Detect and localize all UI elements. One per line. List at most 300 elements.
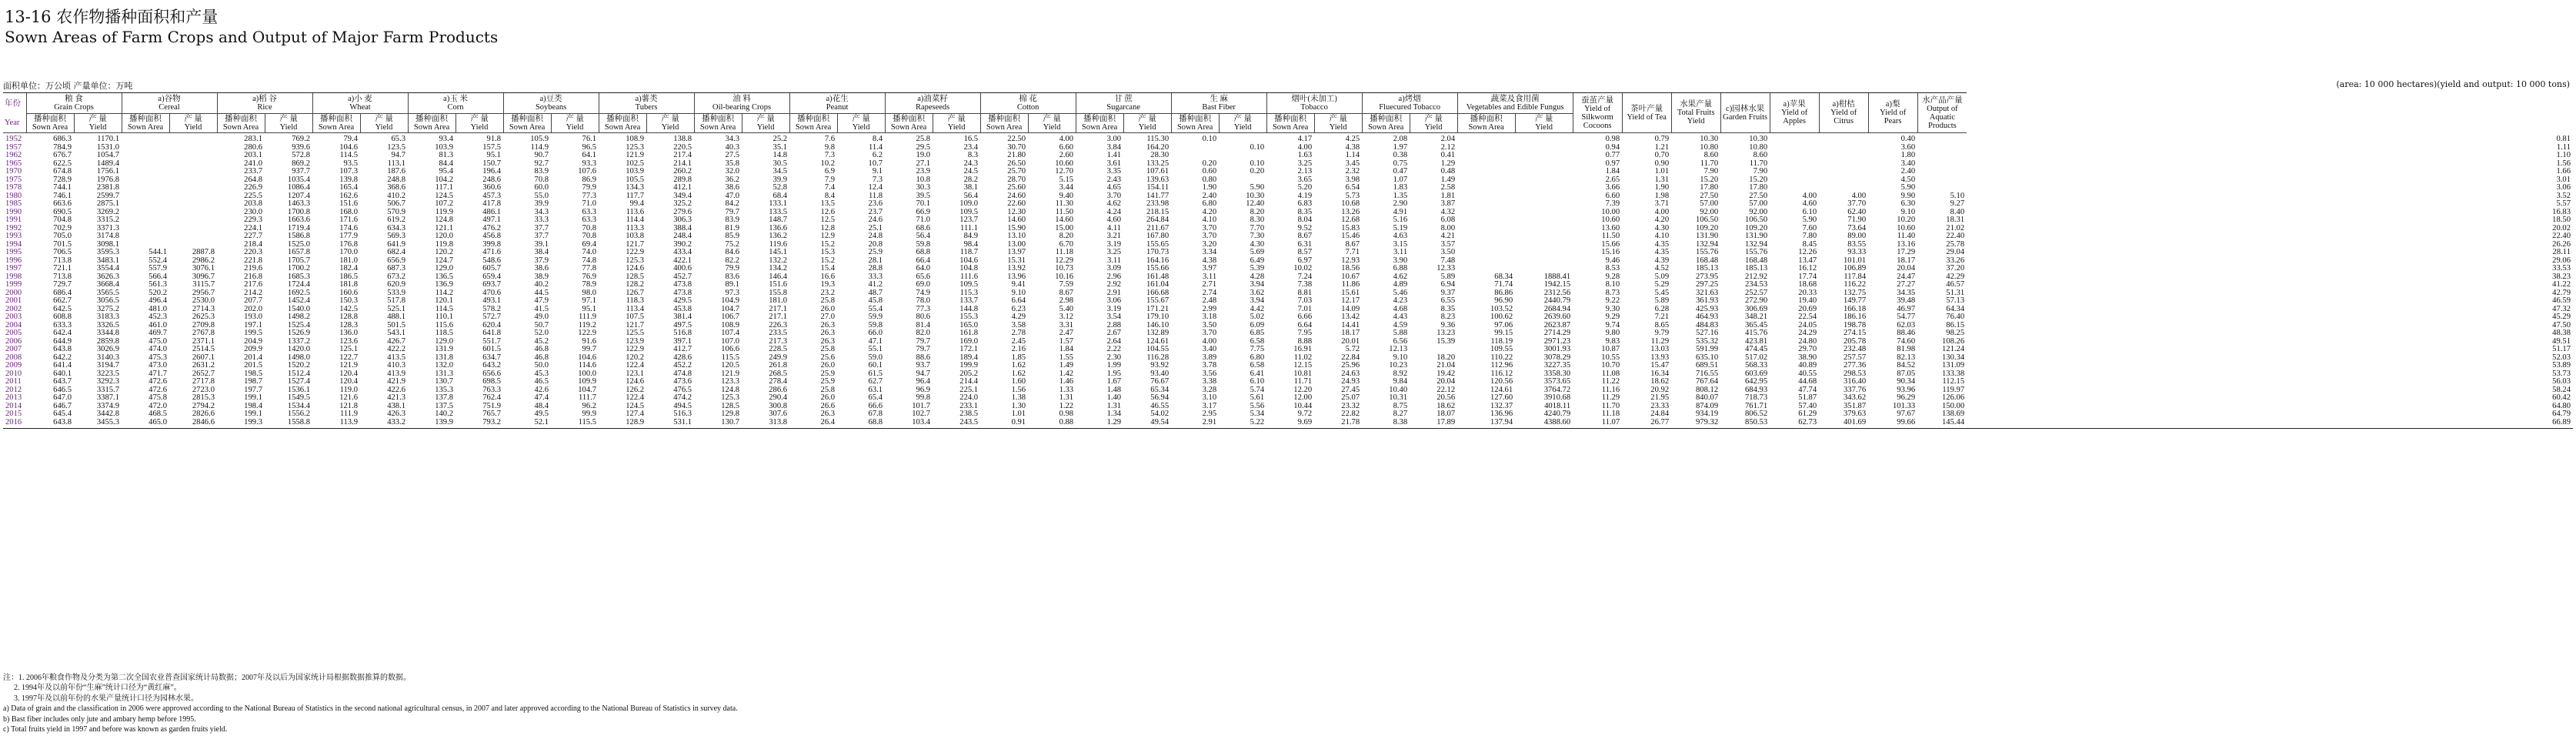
header-en: Sown Area [127, 123, 164, 132]
value-cell: 136.0 [339, 329, 359, 337]
value-cell [1457, 216, 1515, 225]
value-cell: 111.9 [579, 313, 597, 321]
value-cell: 4.91 [1393, 208, 1408, 216]
value-cell: 170.73 [1146, 249, 1170, 256]
value-cell: 123.3 [721, 378, 740, 386]
value-cell: 23.33 [1650, 402, 1670, 410]
value-cell: 6.58 [1250, 362, 1265, 370]
value-cell: 12.26 [1798, 249, 1817, 256]
value-cell: 76.1 [582, 135, 597, 143]
header-zh: 茶叶产量 [1630, 104, 1663, 113]
value-cell: 233.5 [769, 329, 788, 337]
value-cell: 1.30 [1011, 402, 1026, 410]
value-cell: 0.79 [1654, 135, 1670, 143]
value-cell: 313.8 [742, 419, 789, 429]
value-cell: 101.01 [1844, 256, 1867, 265]
header-zh: 播种面积 [988, 115, 1021, 123]
value-cell: 68.8 [916, 249, 931, 256]
value-cell: 96.2 [582, 402, 597, 410]
value-cell: 120.2 [435, 249, 454, 256]
header-en: Yield of Tea [1627, 112, 1667, 122]
value-cell: 7.71 [1345, 249, 1360, 256]
value-cell: 1700.8 [287, 208, 311, 216]
value-cell: 105.5 [626, 176, 645, 184]
value-cell: 6.49 [1250, 256, 1265, 265]
value-cell: 214.1 [673, 159, 692, 168]
sown-area-subheader [312, 114, 360, 133]
value-cell: 24.84 [1650, 410, 1670, 418]
value-cell: 6.08 [1440, 216, 1456, 224]
value-cell: 687.3 [387, 265, 406, 273]
value-cell: 10.55 [1601, 353, 1620, 362]
value-cell: 1705.7 [287, 256, 311, 265]
value-cell: 9.72 [1297, 410, 1313, 418]
value-cell: 452.2 [673, 362, 692, 370]
value-cell: 6.88 [1393, 265, 1408, 273]
value-cell: 93.4 [439, 135, 454, 143]
value-cell: 34.3 [725, 135, 740, 143]
value-cell: 66.4 [916, 256, 931, 265]
value-cell: 25.8 [916, 135, 931, 143]
value-cell: 53.89 [2552, 362, 2571, 370]
value-cell: 1.85 [1011, 353, 1026, 362]
value-cell: 22.84 [1341, 353, 1360, 362]
value-cell: 27.5 [725, 152, 740, 159]
value-cell [169, 152, 217, 160]
value-cell: 157.5 [482, 143, 502, 152]
single-column-header [1573, 93, 1622, 133]
value-cell: 128.8 [339, 313, 359, 321]
value-cell [1457, 209, 1515, 217]
value-cell: 2.45 [1011, 337, 1026, 346]
value-cell: 16.91 [1293, 346, 1313, 353]
value-cell: 520.2 [148, 289, 167, 297]
value-cell [122, 160, 169, 169]
value-cell: 1.31 [1059, 394, 1074, 402]
value-cell: 2714.3 [192, 305, 215, 313]
value-cell: 13.03 [1650, 346, 1670, 353]
header-zh: 播种面积 [415, 115, 449, 123]
value-cell: 643.2 [482, 362, 502, 370]
header-en: Fluecured Tobacco [1379, 103, 1441, 112]
value-cell: 129.0 [435, 265, 454, 273]
value-cell: 120.0 [435, 232, 454, 240]
value-cell: 225.5 [244, 192, 263, 200]
value-cell: 4.17 [1297, 135, 1313, 143]
value-cell: 8.67 [1297, 232, 1313, 240]
value-cell [1515, 257, 1573, 266]
value-cell: 662.7 [53, 297, 72, 305]
value-cell: 88.46 [1897, 329, 1916, 337]
value-cell: 114.5 [435, 305, 454, 313]
value-cell: 193.0 [244, 313, 263, 321]
value-cell: 3554.4 [96, 265, 119, 273]
sown-area-subheader [789, 114, 837, 133]
value-cell: 544.1 [148, 249, 167, 256]
yield-subheader [1314, 114, 1362, 133]
value-cell: 1700.2 [287, 265, 311, 273]
header-zh: 产 量 [88, 115, 107, 123]
sown-area-subheader [122, 114, 169, 133]
value-cell: 106.50 [1696, 216, 1719, 224]
header-zh: 产 量 [1043, 115, 1061, 123]
value-cell: 224.0 [959, 394, 979, 402]
value-cell: 221.8 [244, 256, 263, 265]
value-cell: 98.4 [963, 240, 979, 249]
value-cell: 18.50 [2552, 216, 2571, 224]
value-cell: 484.83 [1696, 321, 1719, 329]
value-cell: 28.1 [868, 256, 883, 265]
value-cell: 11.30 [1055, 200, 1074, 208]
value-cell: 19.42 [1436, 370, 1456, 378]
value-cell: 2.74 [1202, 289, 1217, 297]
header-en: Sown Area [32, 123, 68, 132]
value-cell: 488.1 [387, 313, 406, 321]
value-cell: 1525.4 [287, 321, 311, 329]
value-cell: 134.2 [769, 265, 788, 273]
header-zh: 产 量 [566, 115, 584, 123]
value-cell: 79.7 [725, 208, 740, 216]
value-cell: 47.50 [2552, 321, 2571, 329]
value-cell: 15.16 [1601, 249, 1620, 256]
value-cell: 10.44 [1293, 402, 1313, 410]
value-cell: 496.4 [148, 297, 167, 305]
value-cell: 15.47 [1650, 362, 1670, 370]
single-column-header [1917, 93, 1967, 133]
value-cell: 469.7 [148, 329, 167, 337]
value-cell: 12.70 [1055, 168, 1074, 176]
header-en: Cereal [158, 103, 180, 112]
value-cell: 464.93 [1696, 313, 1719, 321]
value-cell: 10.00 [1601, 208, 1620, 216]
value-cell [1819, 160, 1868, 169]
value-cell: 361.93 [1696, 297, 1719, 305]
header-zh: a)苹果 [1783, 100, 1806, 109]
value-cell: 0.40 [1900, 135, 1916, 143]
header-zh: a)柑桔 [1832, 100, 1855, 109]
value-cell: 18.62 [1650, 378, 1670, 386]
value-cell: 104.6 [339, 143, 359, 152]
value-cell: 127.60 [1490, 394, 1513, 402]
value-cell: 390.2 [673, 240, 692, 249]
value-cell: 1498.2 [287, 313, 311, 321]
value-cell: 2514.5 [192, 346, 215, 353]
value-cell: 4.50 [1900, 176, 1916, 184]
value-cell: 83.9 [725, 216, 740, 224]
table-row [3, 410, 2573, 419]
value-cell: 50.7 [534, 321, 549, 329]
value-cell: 13.47 [1798, 256, 1817, 265]
value-cell: 11.29 [1650, 337, 1670, 346]
value-cell: 252.57 [1745, 289, 1768, 297]
value-cell: 1.62 [1011, 362, 1026, 370]
header-en: Sown Area [890, 123, 927, 132]
value-cell: 187.6 [387, 168, 406, 176]
value-cell: 413.9 [387, 370, 406, 378]
value-cell: 535.32 [1696, 337, 1719, 346]
value-cell [1819, 184, 1868, 192]
value-cell: 137.94 [1457, 419, 1515, 429]
value-cell: 113.6 [626, 208, 645, 216]
value-cell: 21.78 [1314, 419, 1362, 429]
value-cell: 185.13 [1696, 265, 1719, 273]
single-column-header [1770, 93, 1819, 133]
value-cell: 139.63 [1146, 176, 1170, 184]
value-cell: 85.9 [725, 232, 740, 240]
year-cell: 1965 [5, 159, 22, 168]
header-en: Yield [1424, 123, 1443, 132]
value-cell: 73.64 [1847, 224, 1867, 232]
header-en: Yield [88, 123, 107, 132]
value-cell: 5.15 [1059, 176, 1074, 184]
value-cell: 784.9 [53, 143, 72, 152]
value-cell: 3442.8 [96, 410, 119, 418]
crop-group-header [1362, 93, 1457, 114]
value-cell [1819, 144, 1868, 152]
value-cell: 155.66 [1146, 265, 1170, 273]
value-cell: 118.7 [959, 249, 979, 256]
value-cell: 474.45 [1745, 346, 1768, 353]
value-cell: 117.84 [1844, 273, 1867, 281]
value-cell: 9.40 [1059, 192, 1074, 200]
value-cell: 17.80 [1700, 184, 1719, 192]
value-cell: 119.2 [578, 321, 597, 329]
value-cell: 37.9 [534, 256, 549, 265]
value-cell: 693.7 [482, 281, 502, 289]
value-cell: 107.61 [1146, 168, 1170, 176]
value-cell: 119.0 [339, 386, 359, 394]
value-cell: 472.6 [148, 386, 167, 394]
value-cell: 34.35 [1897, 289, 1916, 297]
value-cell: 56.4 [916, 232, 931, 240]
value-cell: 1692.5 [287, 289, 311, 297]
value-cell: 46.55 [1150, 402, 1170, 410]
value-cell: 133.5 [769, 208, 788, 216]
value-cell: 13.92 [1007, 265, 1026, 273]
value-cell: 13.10 [1007, 232, 1026, 240]
value-cell: 24.60 [1007, 192, 1026, 200]
value-cell: 217.1 [769, 305, 788, 313]
value-cell: 3668.4 [96, 281, 119, 289]
header-en: Sown Area [318, 123, 355, 132]
value-cell: 9.36 [1440, 321, 1456, 329]
value-cell [1457, 168, 1515, 176]
value-cell [169, 225, 217, 233]
value-cell: 17.89 [1410, 419, 1457, 429]
value-cell: 20.02 [2552, 224, 2571, 232]
value-cell: 41.2 [868, 281, 883, 289]
value-cell: 26.50 [1007, 159, 1026, 168]
value-cell: 52.1 [503, 419, 551, 429]
value-cell: 410.2 [387, 192, 406, 200]
value-cell: 114.4 [626, 216, 645, 224]
value-cell: 551.7 [482, 337, 502, 346]
value-cell [1457, 184, 1515, 192]
value-cell: 643.8 [53, 346, 72, 353]
value-cell: 131.90 [1696, 232, 1719, 240]
value-cell: 1.60 [1011, 378, 1026, 386]
value-cell: 8.45 [1802, 240, 1817, 249]
value-cell: 106.6 [721, 346, 740, 353]
value-cell: 264.8 [244, 176, 263, 184]
header-en: Cotton [1016, 103, 1039, 112]
value-cell: 150.00 [1942, 402, 1965, 410]
value-cell: 121.9 [721, 370, 740, 378]
value-cell [1410, 346, 1457, 354]
yield-subheader [646, 114, 694, 133]
value-cell: 161.48 [1146, 273, 1170, 281]
value-cell: 169.0 [959, 337, 979, 346]
value-cell [1219, 176, 1266, 185]
value-cell: 17.80 [1749, 184, 1768, 192]
value-cell: 56.94 [1150, 394, 1170, 402]
value-cell: 29.70 [1798, 346, 1817, 353]
value-cell: 1.97 [1393, 143, 1408, 152]
value-cell: 130.34 [1942, 353, 1965, 362]
value-cell: 316.40 [1844, 378, 1867, 386]
value-cell: 2.43 [1106, 176, 1122, 184]
value-cell: 701.5 [53, 240, 72, 249]
value-cell: 572.8 [292, 152, 311, 159]
value-cell: 7.3 [872, 176, 883, 184]
value-cell: 3.70 [1202, 224, 1217, 232]
value-cell: 113.3 [626, 224, 645, 232]
value-cell: 52.03 [2552, 353, 2571, 362]
value-cell: 9.10 [1900, 208, 1916, 216]
value-cell: 27.50 [1700, 192, 1719, 200]
value-cell: 1556.2 [287, 410, 311, 418]
value-cell: 1.81 [1440, 192, 1456, 200]
value-cell: 762.4 [482, 394, 502, 402]
yield-subheader [1219, 114, 1266, 133]
value-cell: 3455.3 [74, 419, 122, 429]
value-cell: 481.0 [148, 305, 167, 313]
value-cell: 11.50 [1601, 232, 1620, 240]
value-cell: 12.15 [1293, 362, 1313, 370]
value-cell: 4.35 [1654, 249, 1670, 256]
value-cell: 2826.6 [192, 410, 215, 418]
value-cell: 122.9 [626, 249, 645, 256]
value-cell: 6.97 [1297, 256, 1313, 265]
value-cell: 746.1 [53, 192, 72, 200]
value-cell: 111.6 [960, 273, 979, 281]
value-cell: 165.4 [339, 184, 359, 192]
header-zh: 产 量 [852, 115, 870, 123]
value-cell: 713.8 [53, 256, 72, 265]
value-cell: 59.8 [916, 240, 931, 249]
value-cell: 2381.8 [96, 184, 119, 192]
value-cell: 97.1 [582, 297, 597, 305]
value-cell: 100.62 [1490, 313, 1513, 321]
value-cell: 19.40 [1798, 297, 1817, 305]
value-cell: 10.67 [1341, 273, 1360, 281]
value-cell: 642.5 [53, 305, 72, 313]
value-cell [1457, 241, 1515, 249]
value-cell: 22.40 [2552, 232, 2571, 240]
value-cell: 0.20 [1250, 168, 1265, 176]
value-cell: 11.40 [1897, 232, 1916, 240]
value-cell: 93.5 [343, 159, 359, 168]
value-cell: 37.20 [1946, 265, 1965, 273]
value-cell [122, 200, 169, 209]
value-cell: 30.5 [772, 159, 788, 168]
value-cell: 3.56 [1202, 370, 1217, 378]
value-cell: 4.60 [1802, 200, 1817, 208]
value-cell: 3764.72 [1543, 386, 1571, 394]
value-cell: 74.0 [582, 249, 597, 256]
value-cell: 46.8 [534, 346, 549, 353]
value-cell: 108.9 [721, 321, 740, 329]
value-cell: 209.9 [244, 346, 263, 353]
value-cell: 128.9 [599, 419, 646, 429]
value-cell: 3078.29 [1543, 353, 1571, 362]
value-cell: 145.44 [1917, 419, 1967, 429]
value-cell: 3.44 [1059, 184, 1074, 192]
value-cell [1819, 176, 1868, 185]
value-cell: 201.4 [244, 353, 263, 362]
value-cell: 118.19 [1490, 337, 1513, 346]
value-cell: 109.20 [1696, 224, 1719, 232]
value-cell: 15.31 [1007, 256, 1026, 265]
header-en: Sown Area [1176, 123, 1213, 132]
value-cell: 399.8 [482, 240, 502, 249]
value-cell: 120.56 [1490, 378, 1513, 386]
value-cell: 93.96 [1897, 386, 1916, 394]
value-cell: 54.02 [1150, 410, 1170, 418]
value-cell: 248.8 [387, 176, 406, 184]
year-cell: 2010 [5, 370, 22, 378]
footnotes [3, 673, 738, 734]
value-cell: 136.2 [769, 232, 788, 240]
value-cell: 2794.2 [192, 402, 215, 410]
table-row [3, 133, 2573, 144]
value-cell: 1.49 [1440, 176, 1456, 184]
value-cell: 433.4 [673, 249, 692, 256]
value-cell: 5.10 [1950, 192, 1965, 200]
value-cell: 410.3 [387, 362, 406, 370]
value-cell: 3.12 [1059, 313, 1074, 321]
value-cell: 29.5 [916, 143, 931, 152]
value-cell: 111.7 [579, 394, 597, 402]
value-cell: 525.1 [387, 305, 406, 313]
value-cell: 0.91 [980, 419, 1028, 429]
header-zh: 产 量 [279, 115, 298, 123]
value-cell: 2.78 [1011, 329, 1026, 337]
value-cell: 92.00 [1700, 208, 1719, 216]
year-cell: 1970 [5, 168, 22, 176]
value-cell: 9.8 [824, 143, 836, 152]
crop-group-header [26, 93, 122, 114]
table-row [3, 346, 2573, 354]
value-cell: 167.80 [1146, 232, 1170, 240]
value-cell: 1.29 [1076, 419, 1123, 429]
value-cell: 2.99 [1202, 305, 1217, 313]
value-cell: 46.57 [1946, 281, 1965, 289]
value-cell: 117.1 [435, 184, 454, 192]
value-cell: 3595.3 [96, 249, 119, 256]
value-cell: 42.29 [1946, 273, 1965, 281]
value-cell: 24.5 [963, 168, 979, 176]
header-en: Yield [375, 123, 393, 132]
value-cell: 5.61 [1250, 394, 1265, 402]
value-cell: 8.67 [1059, 289, 1074, 297]
value-cell: 111.1 [960, 224, 979, 232]
year-cell: 2006 [5, 337, 22, 346]
value-cell: 2.91 [1171, 419, 1219, 429]
crop-group-header [408, 93, 503, 114]
value-cell: 3.89 [1202, 353, 1217, 362]
value-cell: 6.28 [1654, 305, 1670, 313]
